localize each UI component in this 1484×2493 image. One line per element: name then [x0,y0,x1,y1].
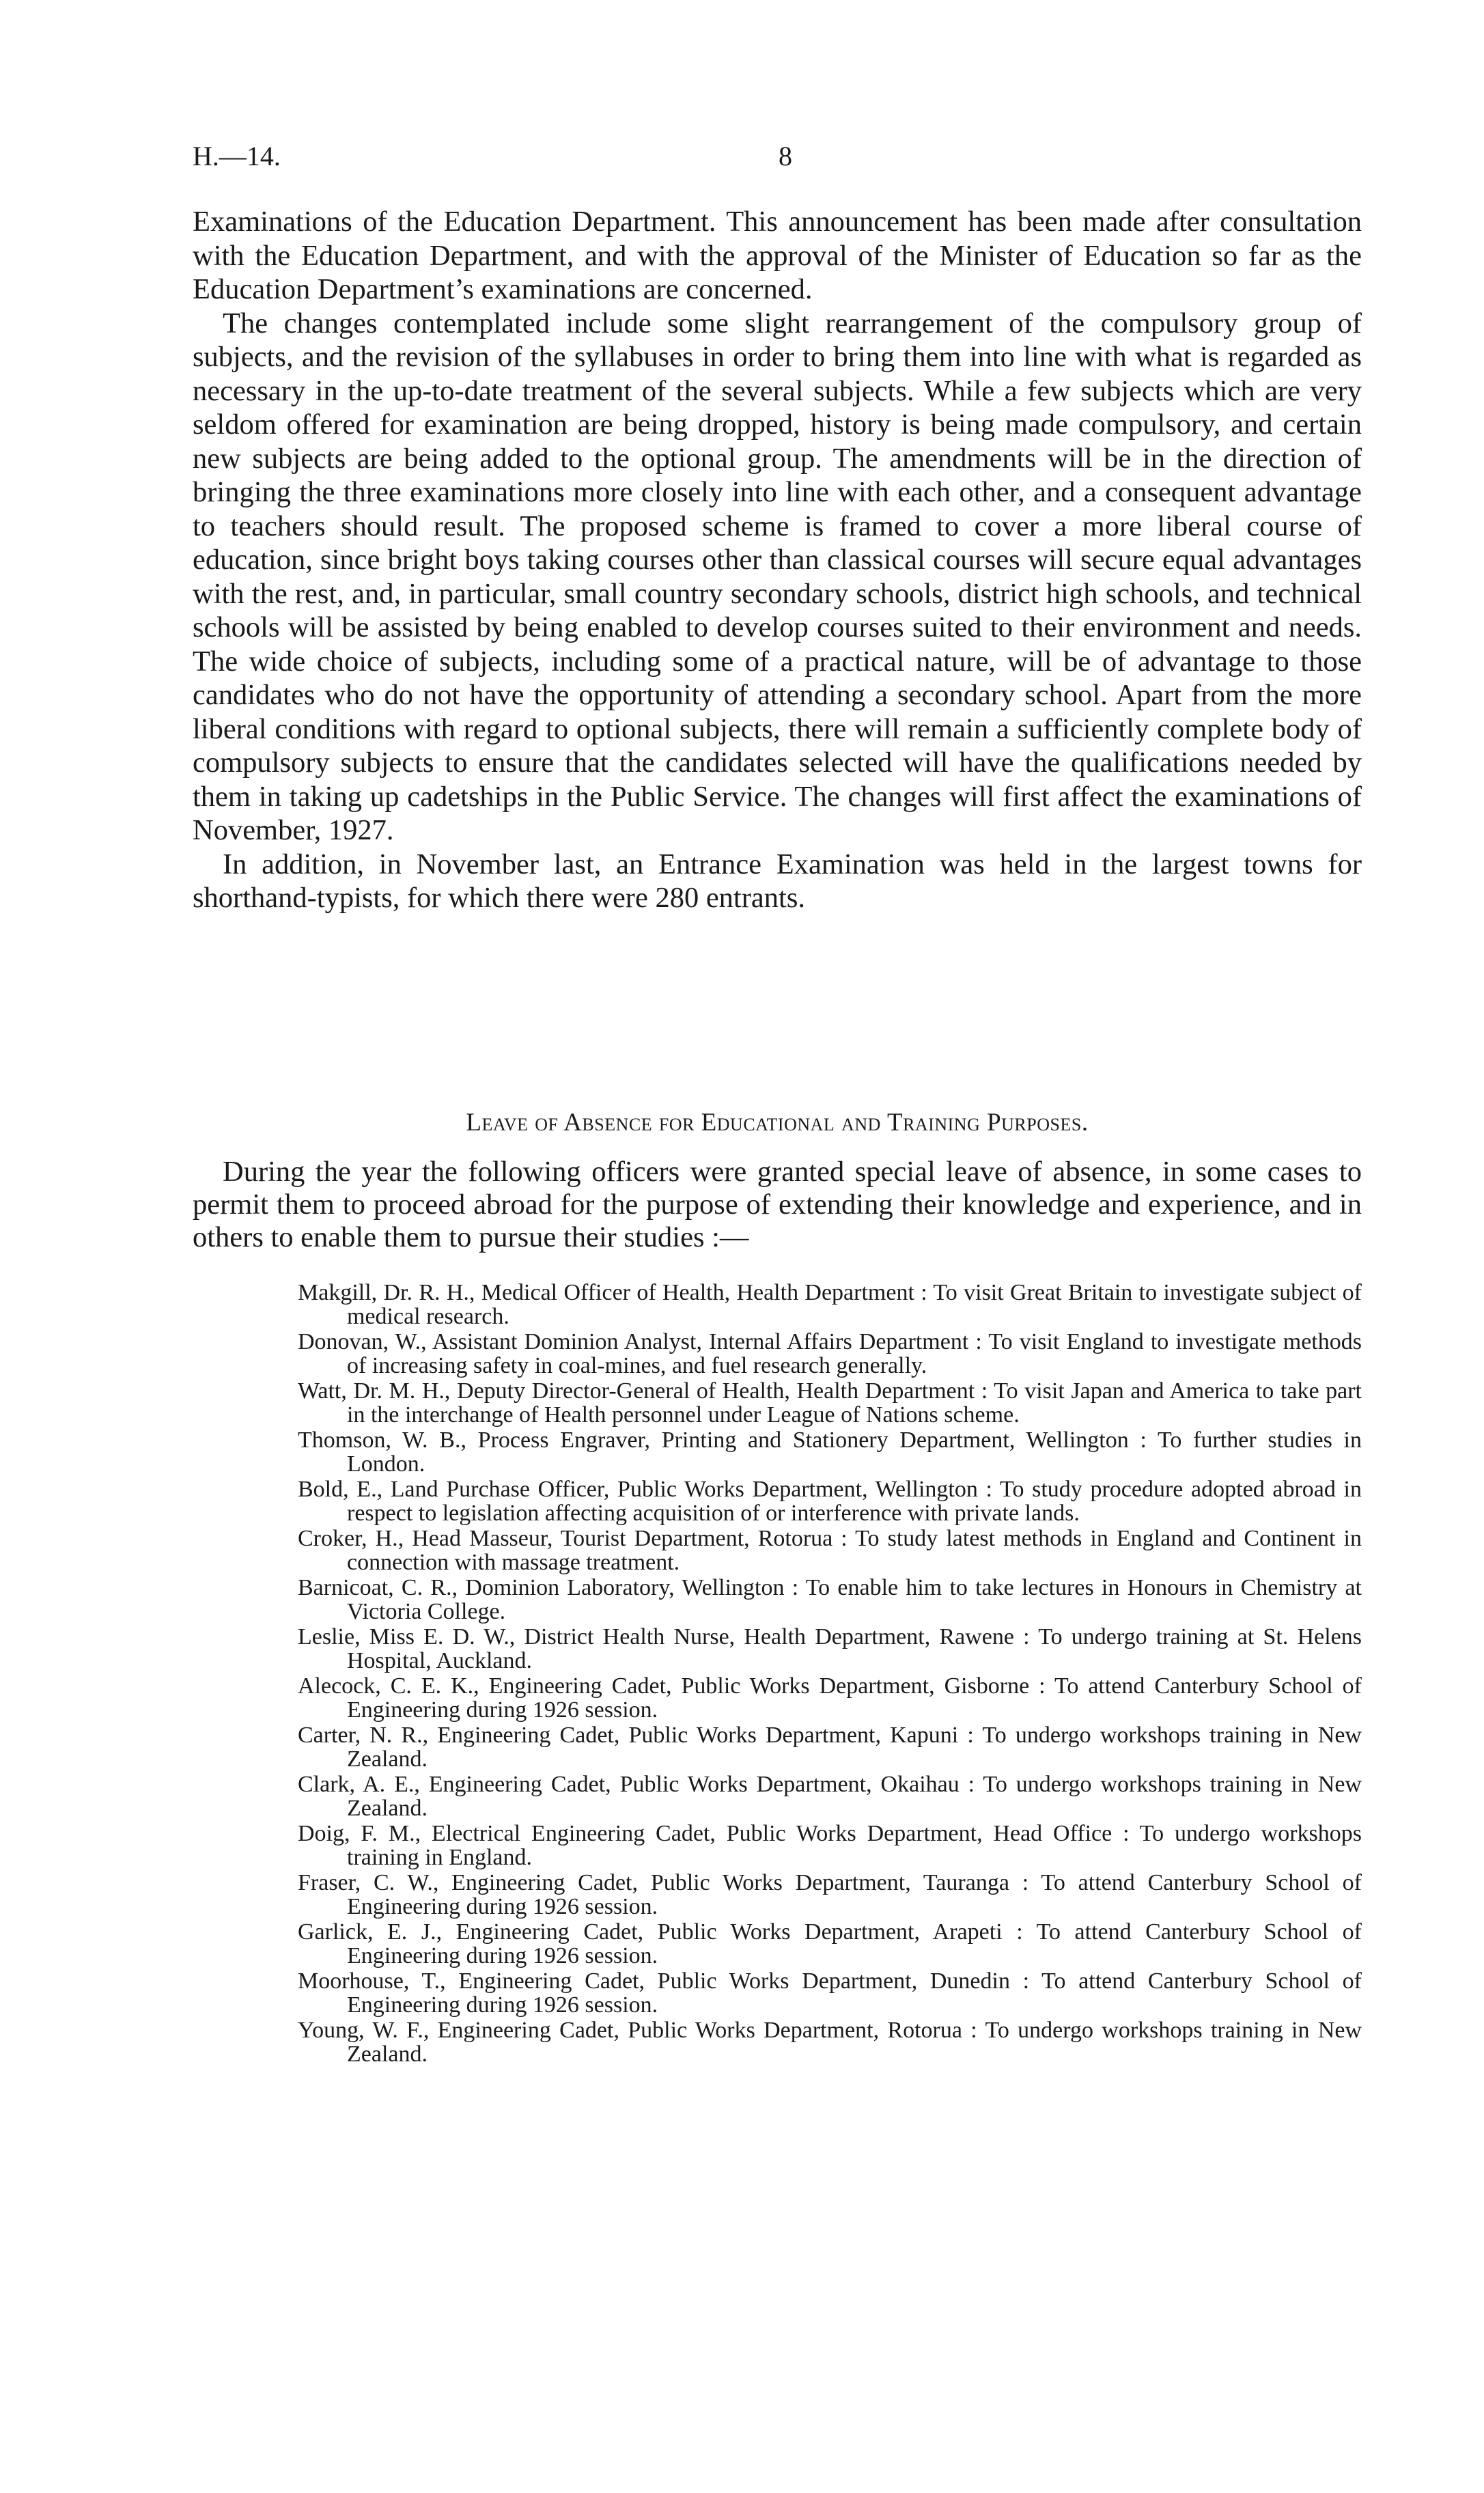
list-item: Watt, Dr. M. H., Deputy Director-General of Health, Health Department : To visit Japan and America to take part in the interchange of Health personnel under League of Nations scheme. [298,1378,1362,1427]
list-item: Carter, N. R., Engineering Cadet, Public Works Department, Kapuni : To undergo workshops training in New Zealand. [298,1723,1362,1772]
document-reference: H.—14. [193,141,281,171]
list-item: Alecock, C. E. K., Engineering Cadet, Public Works Department, Gisborne : To attend Canterbury School of Engineering during 1926 session. [298,1673,1362,1723]
list-item: Bold, E., Land Purchase Officer, Public Works Department, Wellington : To study procedure adopted abroad in respect to legislation affecting acquisition of or interference with private lands. [298,1477,1362,1526]
list-item: Moorhouse, T., Engineering Cadet, Public Works Department, Dunedin : To attend Canterbury School of Engineering during 1926 session. [298,1968,1362,2018]
list-item: Croker, H., Head Masseur, Tourist Department, Rotorua : To study latest methods in England and Continent in connection with massage treatment. [298,1526,1362,1575]
page-header [193,140,1354,181]
paragraph-entrance-exam: In addition, in November last, an Entrance Examination was held in the largest towns for shorthand-typists, for which there were 280 entrants. [193,848,1362,914]
section-heading: Leave of Absence for Educational and Training Purposes. [466,1109,1089,1137]
list-item: Garlick, E. J., Engineering Cadet, Public Works Department, Arapeti : To attend Canterbury School of Engineering during 1926 session. [298,1919,1362,1968]
list-item: Doig, F. M., Electrical Engineering Cadet, Public Works Department, Head Office : To undergo workshops training in England. [298,1821,1362,1870]
list-item: Donovan, W., Assistant Dominion Analyst, Internal Affairs Department : To visit England to investigate methods of increasing safety in coal-mines, and fuel research generally. [298,1329,1362,1378]
body-text [193,205,1362,915]
list-item: Clark, A. E., Engineering Cadet, Public Works Department, Okaihau : To undergo workshops training in New Zealand. [298,1772,1362,1821]
list-item: Barnicoat, C. R., Dominion Laboratory, Wellington : To enable him to take lectures in Honours in Chemistry at Victoria College. [298,1575,1362,1624]
section-intro: During the year the following officers were granted special leave of absence, in some cases to permit them to proceed abroad for the purpose of extending their knowledge and experience, and in others to enable them to pursue their studies :— [193,1156,1362,1253]
paragraph-continuation: Examinations of the Education Department. This announcement has been made after consultation with the Education Department, and with the approval of the Minister of Education so far as the Education Department’s examinations are concerned. [193,206,1362,305]
leave-list [298,1281,1362,2068]
list-item: Fraser, C. W., Engineering Cadet, Public Works Department, Tauranga : To attend Canterbury School of Engineering during 1926 session. [298,1870,1362,1919]
paragraph-changes: The changes contemplated include some slight rearrangement of the compulsory group of subjects, and the revision of the syllabuses in order to bring them into line with what is regarded as necessary in the up-to-date treatment of the several subjects. While a few subjects which are very seldom offered for examination are being dropped, history is being made compulsory, and certain new subjects are being added to the optional group. The amendments will be in the direction of bringing the three examinations more closely into line with each other, and a consequent advantage to teachers should result. The proposed scheme is framed to cover a more liberal course of education, since bright boys taking courses other than classical courses will secure equal advantages with the rest, and, in particular, small country secondary schools, district high schools, and technical schools will be assisted by being enabled to develop courses suited to their environment and needs. The wide choice of subjects, including some of a practical nature, will be of advantage to those candidates who do not have the opportunity of attending a secondary school. Apart from the more liberal conditions with regard to optional subjects, there will remain a sufficiently complete body of compulsory subjects to ensure that the candidates selected will have the qualifications needed by them in taking up cadetships in the Public Service. The changes will first affect the examinations of November, 1927. [193,307,1362,846]
list-item: Thomson, W. B., Process Engraver, Printing and Stationery Department, Wellington : To further studies in London. [298,1427,1362,1477]
list-item: Makgill, Dr. R. H., Medical Officer of Health, Health Department : To visit Great Britain to investigate subject of medical research. [298,1280,1362,1329]
list-item: Young, W. F., Engineering Cadet, Public Works Department, Rotorua : To undergo workshops training in New Zealand. [298,2018,1362,2067]
list-item: Leslie, Miss E. D. W., District Health Nurse, Health Department, Rawene : To undergo training at St. Helens Hospital, Auckland. [298,1624,1362,1673]
page-number: 8 [779,141,792,171]
